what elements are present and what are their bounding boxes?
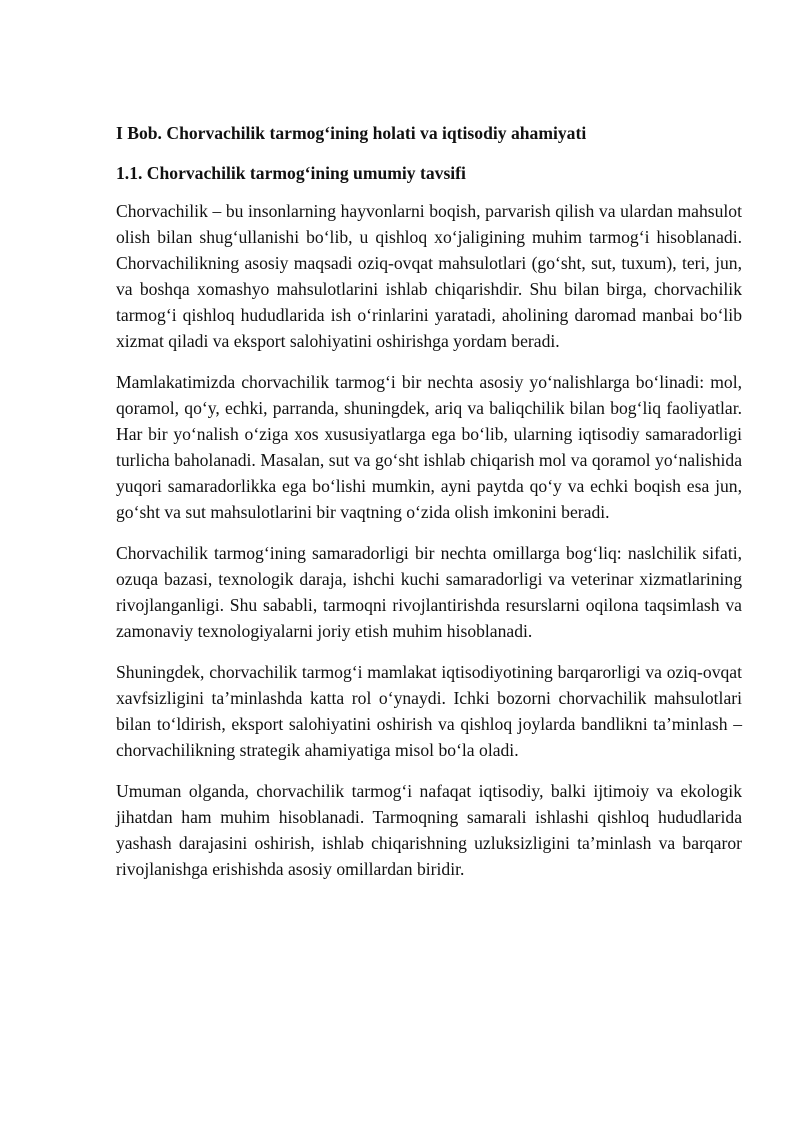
paragraph-4: Shuningdek, chorvachilik tarmog‘i mamlakat iqtisodiyotining barqarorligi va oziq-ovqat xavfsizligini ta’minlashda katta rol o‘ynaydi. Ichki bozorni chorvachilik mahsulotlari bilan to‘ldirish, eksport salohiyatini oshirish va qishloq joylarda bandlikni ta’minlash – chorvachilikning strategik ahamiyatiga misol bo‘la oladi.: [116, 662, 742, 760]
paragraph-5: Umuman olganda, chorvachilik tarmog‘i nafaqat iqtisodiy, balki ijtimoiy va ekologik jihatdan ham muhim hisoblanadi. Tarmoqning samarali ishlashi qishloq hududlarida yashash darajasini oshirish, ishlab chiqarishning uzluksizligini ta’minlash va barqaror rivojlanishga erishishda asosiy omillardan biridir.: [116, 781, 742, 879]
paragraph-2: Mamlakatimizda chorvachilik tarmog‘i bir nechta asosiy yo‘nalishlarga bo‘linadi: mol, qoramol, qo‘y, echki, parranda, shuningdek, ariq va baliqchilik bilan bog‘liq faoliyatlar. Har bir yo‘nalish o‘ziga xos xususiyatlarga ega bo‘lib, ularning iqtisodiy samaradorligi turlicha baholanadi. Masalan, sut va go‘sht ishlab chiqarish mol va qoramol yo‘nalishida yuqori samaradorlikka ega bo‘lishi mumkin, ayni paytda qo‘y va echki boqish esa jun, go‘sht va sut mahsulotlarini bir vaqtning o‘zida olish imkonini beradi.: [116, 372, 742, 522]
paragraph-1: Chorvachilik – bu insonlarning hayvonlarni boqish, parvarish qilish va ulardan mahsulot olish bilan shug‘ullanishi bo‘lib, u qishloq xo‘jaligining muhim tarmog‘i hisoblanadi. Chorvachilikning asosiy maqsadi oziq-ovqat mahsulotlari (go‘sht, sut, tuxum), teri, jun, va boshqa xomashyo mahsulotlarini ishlab chiqarishdir. Shu bilan birga, chorvachilik tarmog‘i qishloq hududlarida ish o‘rinlarini yaratadi, aholining daromad manbai bo‘lib xizmat qiladi va eksport salohiyatini oshirishga yordam beradi.: [116, 201, 742, 351]
chapter-title: I Bob. Chorvachilik tarmog‘ining holati va iqtisodiy ahamiyati: [116, 123, 587, 143]
section-title: 1.1. Chorvachilik tarmog‘ining umumiy tavsifi: [116, 163, 466, 183]
document-page: [116, 120, 742, 897]
paragraph-3: Chorvachilik tarmog‘ining samaradorligi bir nechta omillarga bog‘liq: naslchilik sifati, ozuqa bazasi, texnologik daraja, ishchi kuchi samaradorligi va veterinar xizmatlarining rivojlanganligi. Shu sababli, tarmoqni rivojlantirishda resurslarni oqilona taqsimlash va zamonaviy texnologiyalarni joriy etish muhim hisoblanadi.: [116, 543, 742, 641]
